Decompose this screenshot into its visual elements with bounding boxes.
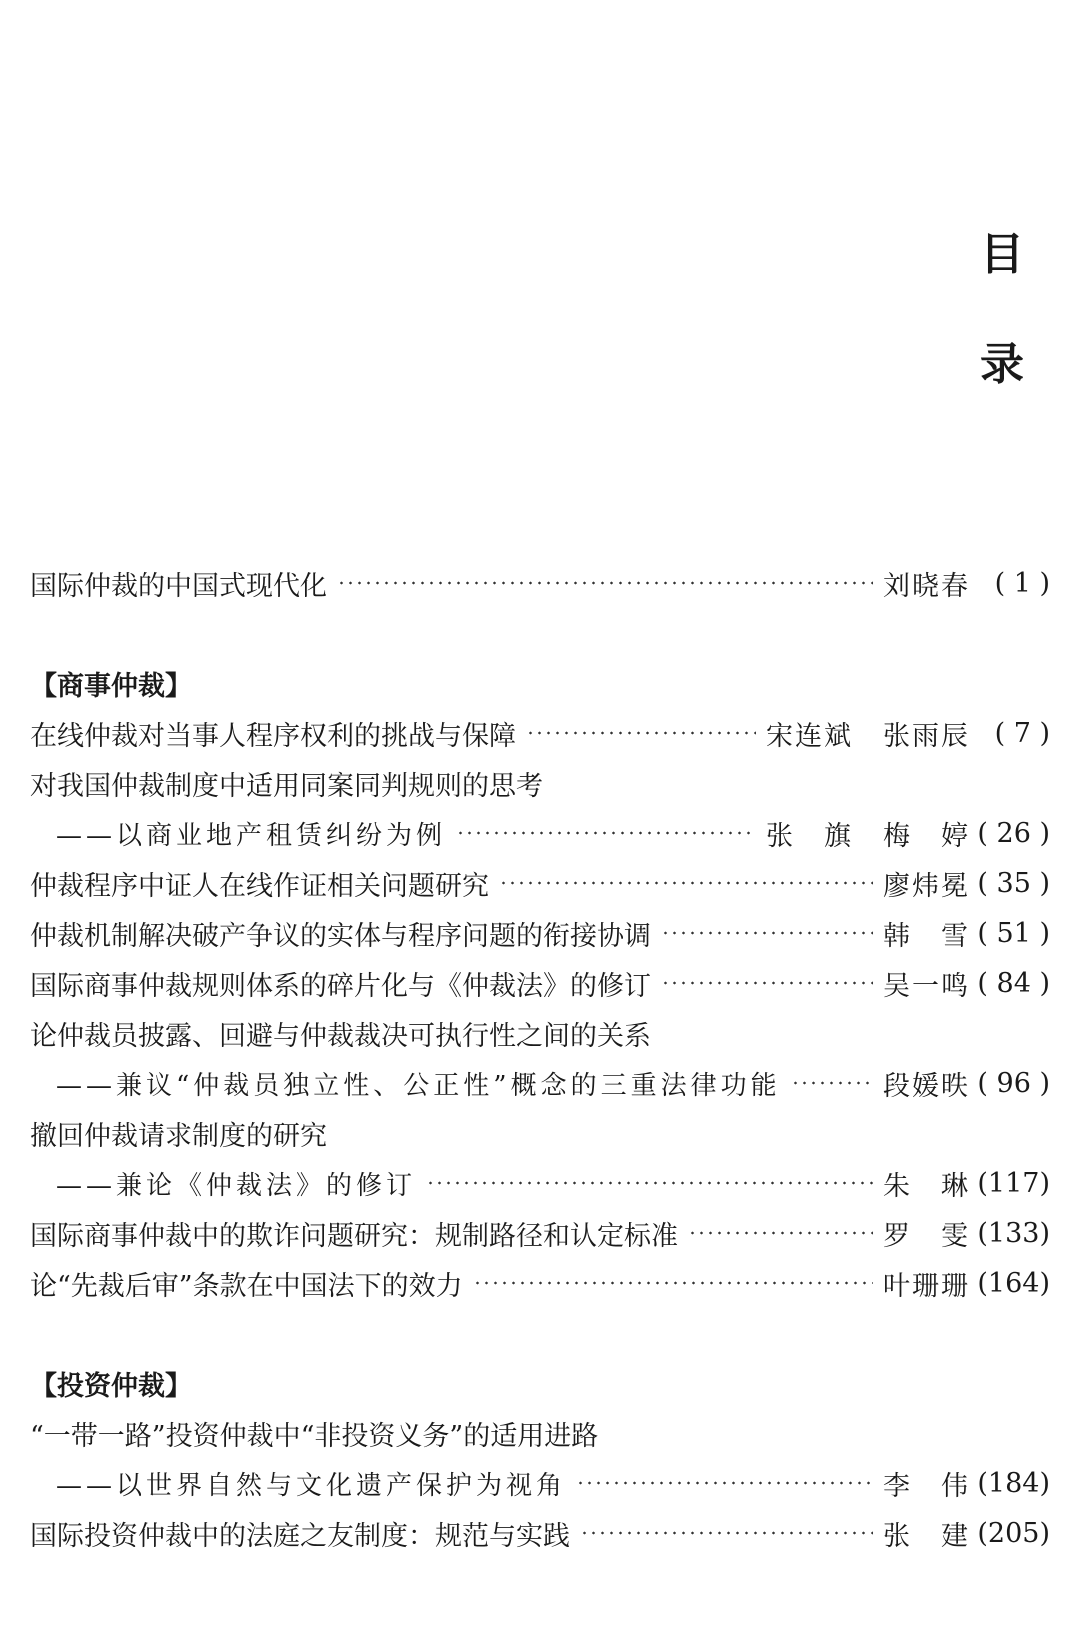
dot-leader xyxy=(456,830,756,836)
entry-title: 论仲裁员披露、回避与仲裁裁决可执行性之间的关系 xyxy=(30,1020,651,1052)
entry-author: 张 建 xyxy=(883,1520,970,1552)
entry-title: 在线仲裁对当事人程序权利的挑战与保障 xyxy=(30,720,516,752)
entry-author: 段媛昳 xyxy=(883,1070,970,1102)
dot-leader xyxy=(473,1280,873,1286)
toc-entry[interactable] xyxy=(30,1258,1050,1308)
toc-entry[interactable] xyxy=(30,1508,1050,1558)
toc-subentry[interactable] xyxy=(30,1458,1050,1508)
entry-page: (117) xyxy=(977,1167,1050,1199)
entry-page: ( 1 ) xyxy=(994,567,1050,599)
entry-author: 刘晓春 xyxy=(883,570,970,602)
toc-entry[interactable] xyxy=(30,1408,1050,1458)
section-heading-commercial: 【商事仲裁】 xyxy=(30,670,192,702)
toc-entry[interactable] xyxy=(30,758,1050,808)
entry-subtitle: ——兼议“仲裁员独立性、公正性”概念的三重法律功能 xyxy=(56,1070,781,1101)
entry-title: 国际投资仲裁中的法庭之友制度：规范与实践 xyxy=(30,1520,570,1552)
entry-title: 对我国仲裁制度中适用同案同判规则的思考 xyxy=(30,770,543,802)
entry-author: 梅 婷 xyxy=(883,820,970,852)
section-heading-investment: 【投资仲裁】 xyxy=(30,1370,192,1402)
entry-subtitle: ——以世界自然与文化遗产保护为视角 xyxy=(56,1470,567,1501)
dot-leader xyxy=(526,730,756,736)
page-title xyxy=(972,200,1032,420)
entry-author: 李 伟 xyxy=(883,1470,970,1502)
toc-entry[interactable] xyxy=(30,908,1050,958)
entry-page: ( 51 ) xyxy=(977,917,1050,949)
entry-page: (205) xyxy=(977,1517,1050,1549)
dot-leader xyxy=(791,1080,873,1086)
toc-entry[interactable] xyxy=(30,558,1050,608)
entry-title: 国际商事仲裁中的欺诈问题研究：规制路径和认定标准 xyxy=(30,1220,678,1252)
entry-author: 韩 雪 xyxy=(883,920,970,952)
toc-entry[interactable] xyxy=(30,708,1050,758)
entry-title: 撤回仲裁请求制度的研究 xyxy=(30,1120,327,1152)
entry-title: 国际仲裁的中国式现代化 xyxy=(30,570,327,602)
toc-entry[interactable] xyxy=(30,1108,1050,1158)
entry-page: (164) xyxy=(977,1267,1050,1299)
toc-subentry[interactable] xyxy=(30,1058,1050,1108)
entry-author: 张 旗 xyxy=(766,820,853,852)
toc-entry[interactable] xyxy=(30,1208,1050,1258)
entry-page: ( 7 ) xyxy=(994,717,1050,749)
dot-leader xyxy=(580,1530,873,1536)
entry-author: 罗 雯 xyxy=(883,1220,970,1252)
title-char-1: 目 xyxy=(980,229,1024,280)
entry-title: 仲裁程序中证人在线作证相关问题研究 xyxy=(30,870,489,902)
dot-leader xyxy=(499,880,873,886)
entry-page: ( 35 ) xyxy=(977,867,1050,899)
title-char-2: 录 xyxy=(980,339,1024,390)
entry-author: 朱 琳 xyxy=(883,1170,970,1202)
entry-page: ( 96 ) xyxy=(977,1067,1050,1099)
entry-page: ( 84 ) xyxy=(977,967,1050,999)
entry-subtitle: ——兼论《仲裁法》的修订 xyxy=(56,1170,417,1201)
toc-subentry[interactable] xyxy=(30,1158,1050,1208)
entry-title: 国际商事仲裁规则体系的碎片化与《仲裁法》的修订 xyxy=(30,970,651,1002)
toc-subentry[interactable] xyxy=(30,808,1050,858)
dot-leader xyxy=(576,1480,873,1486)
dot-leader xyxy=(688,1230,873,1236)
entry-title: “一带一路”投资仲裁中“非投资义务”的适用进路 xyxy=(30,1420,599,1452)
toc-entry[interactable] xyxy=(30,958,1050,1008)
entry-title: 论“先裁后审”条款在中国法下的效力 xyxy=(30,1270,463,1302)
dot-leader xyxy=(337,580,873,586)
entry-author: 宋连斌 xyxy=(766,720,853,752)
entry-author: 廖炜冕 xyxy=(883,870,970,902)
entry-page: (184) xyxy=(977,1467,1050,1499)
toc-entry[interactable] xyxy=(30,1008,1050,1058)
entry-page: ( 26 ) xyxy=(977,817,1050,849)
entry-page: (133) xyxy=(977,1217,1050,1249)
toc-entry[interactable] xyxy=(30,858,1050,908)
dot-leader xyxy=(661,930,873,936)
dot-leader xyxy=(426,1180,873,1186)
entry-title: 仲裁机制解决破产争议的实体与程序问题的衔接协调 xyxy=(30,920,651,952)
entry-author: 吴一鸣 xyxy=(883,970,970,1002)
entry-author: 张雨辰 xyxy=(883,720,970,752)
entry-subtitle: ——以商业地产租赁纠纷为例 xyxy=(56,820,447,851)
dot-leader xyxy=(661,980,873,986)
entry-author: 叶珊珊 xyxy=(883,1270,970,1302)
